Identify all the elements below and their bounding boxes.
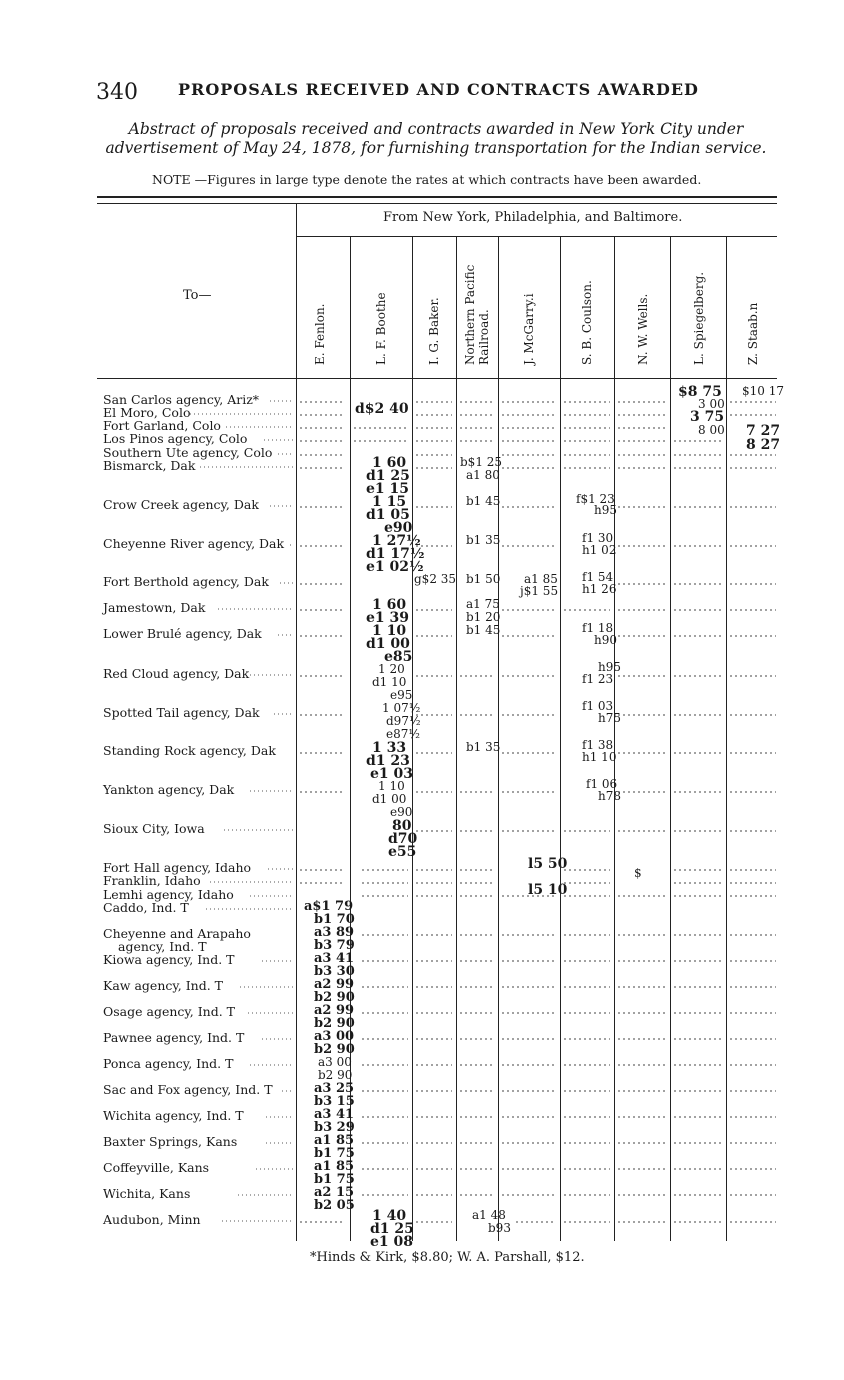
value-cell: d1 00 (366, 636, 410, 652)
value-cell: e90 (390, 805, 413, 819)
value-cell: l5 50 (528, 856, 568, 872)
row-label: Coffeyville, Kans (103, 1160, 210, 1175)
value-cell: f$1 23 (576, 492, 615, 506)
value-cell: a2 99 (314, 1003, 355, 1018)
value-cell: b3 29 (314, 1120, 355, 1135)
value-cell: a2 15 (314, 1185, 355, 1200)
row-label: Sioux City, Iowa (103, 821, 205, 836)
value-cell: d70 (388, 831, 418, 847)
page-number: 340 (96, 80, 138, 105)
value-cell: f1 30 (582, 531, 614, 545)
value-cell: e90 (384, 520, 413, 536)
value-cell: d97½ (386, 714, 421, 728)
row-label: Caddo, Ind. T (103, 900, 189, 915)
row-label: Jamestown, Dak (103, 600, 206, 615)
row-label: Crow Creek agency, Dak (103, 497, 259, 512)
value-cell: d1 05 (366, 507, 410, 523)
row-label: Fort Hall agency, Idaho (103, 860, 252, 875)
column-header-mcgarry: J. McGarry.i (522, 293, 536, 365)
value-cell: b1 75 (314, 1146, 355, 1161)
row-label: Standing Rock agency, Dak (103, 743, 276, 758)
value-cell: b3 15 (314, 1094, 355, 1109)
value-cell: 3 00 (698, 397, 725, 411)
value-cell: e1 15 (366, 481, 410, 497)
value-cell: 1 15 (372, 494, 407, 510)
value-cell: h95 (598, 660, 621, 674)
row-label: San Carlos agency, Ariz* (103, 392, 260, 407)
row-label: Fort Berthold agency, Dak (103, 574, 269, 589)
value-cell: 1 60 (372, 455, 407, 471)
column-header-spiegelberg: L. Spiegelberg. (692, 271, 706, 365)
row-label: Yankton agency, Dak (103, 782, 235, 797)
value-cell: l5 10 (528, 882, 568, 898)
value-cell: 1 40 (372, 1208, 407, 1224)
value-cell: $10 17 (742, 384, 784, 398)
value-cell: b2 05 (314, 1198, 355, 1213)
running-title: PROPOSALS RECEIVED AND CONTRACTS AWARDED (178, 80, 699, 99)
row-label: Wichita, Kans (103, 1186, 191, 1201)
value-cell: 80 (392, 818, 412, 834)
value-cell: b2 90 (314, 990, 355, 1005)
value-cell: d1 25 (370, 1221, 414, 1237)
row-label: Pawnee agency, Ind. T (103, 1030, 245, 1045)
value-cell: b1 50 (466, 572, 501, 586)
value-cell: 1 27½ (372, 533, 421, 549)
row-label: Sac and Fox agency, Ind. T (103, 1082, 273, 1097)
value-cell: f1 18 (582, 621, 614, 635)
value-cell: b2 90 (314, 1016, 355, 1031)
value-cell: 3 75 (690, 409, 725, 425)
value-cell: 1 10 (372, 623, 407, 639)
value-cell: d1 17½ (366, 546, 425, 562)
value-cell: b1 45 (466, 494, 501, 508)
value-cell: e95 (390, 688, 413, 702)
column-header-coulson: S. B. Coulson. (580, 280, 594, 365)
value-cell: a3 89 (314, 925, 355, 940)
value-cell: a3 41 (314, 951, 355, 966)
value-cell: b1 70 (314, 912, 355, 927)
value-cell: b1 35 (466, 533, 501, 547)
value-cell: d1 00 (372, 792, 407, 806)
value-cell: h1 02 (582, 543, 617, 557)
value-cell: a1 85 (524, 572, 558, 586)
value-cell: b2 90 (318, 1068, 353, 1082)
value-cell: e55 (388, 844, 417, 860)
value-cell: $ (634, 866, 642, 880)
value-cell: a1 48 (472, 1208, 506, 1222)
row-label: Red Cloud agency, Dak (103, 666, 250, 681)
value-cell: $8 75 (678, 384, 722, 400)
value-cell: a$1 79 (304, 899, 354, 914)
value-cell: b1 75 (314, 1172, 355, 1187)
value-cell: d1 10 (372, 675, 407, 689)
value-cell: 8 00 (698, 423, 725, 437)
value-cell: j$1 55 (520, 584, 559, 598)
value-cell: a1 80 (466, 468, 500, 482)
abstract-text: Abstract of proposals received and contracts awarded in New York City under advertisement of May 24, 1878, for furnishing transportation for the Indian service. (105, 120, 767, 157)
group-header: From New York, Philadelphia, and Baltimore. (383, 210, 683, 225)
column-header-boothe: L. F. Boothe (374, 292, 388, 365)
column-header-staab: Z. Staab.n (746, 302, 760, 365)
value-cell: a2 99 (314, 977, 355, 992)
value-cell: d1 23 (366, 753, 410, 769)
value-cell: a3 25 (314, 1081, 355, 1096)
row-label: Cheyenne and Arapaho (103, 926, 251, 941)
row-label: Kaw agency, Ind. T (103, 978, 223, 993)
row-label: Fort Garland, Colo (103, 418, 221, 433)
value-cell: a3 41 (314, 1107, 355, 1122)
value-cell: 7 27 (746, 423, 781, 439)
value-cell: g$2 35 (414, 572, 457, 586)
value-cell: e1 08 (370, 1234, 414, 1250)
value-cell: h1 10 (582, 750, 617, 764)
row-label: Kiowa agency, Ind. T (103, 952, 235, 967)
row-label: Lower Brulé agency, Dak (103, 626, 262, 641)
value-cell: d$2 40 (355, 401, 409, 417)
row-label: Bismarck, Dak (103, 458, 196, 473)
value-cell: f1 38 (582, 738, 614, 752)
value-cell: e85 (384, 649, 413, 665)
note-text: NOTE —Figures in large type denote the rates at which contracts have been awarded. (152, 172, 702, 187)
np-railroad-label: Northern Pacific Railroad. (463, 264, 491, 365)
column-header-baker: I. G. Baker. (427, 297, 441, 365)
value-cell: b1 45 (466, 623, 501, 637)
value-cell: b2 90 (314, 1042, 355, 1057)
row-label: Lemhi agency, Idaho (103, 887, 234, 902)
value-cell: b93 (488, 1221, 511, 1235)
value-cell: a1 85 (314, 1159, 355, 1174)
footnote: *Hinds & Kirk, $8.80; W. A. Parshall, $12. (310, 1250, 585, 1265)
value-cell: f1 06 (586, 777, 618, 791)
row-label: Osage agency, Ind. T (103, 1004, 236, 1019)
value-cell: b1 35 (466, 740, 501, 754)
row-label: Spotted Tail agency, Dak (103, 705, 260, 720)
row-label: agency, Ind. T (118, 939, 207, 954)
value-cell: e1 03 (370, 766, 414, 782)
value-cell: 1 20 (378, 662, 405, 676)
value-cell: e1 02½ (366, 559, 424, 575)
value-cell: h75 (598, 711, 621, 725)
value-cell: 8 27 (746, 437, 781, 453)
row-label: Cheyenne River agency, Dak (103, 536, 285, 551)
value-cell: a3 00 (318, 1055, 352, 1069)
value-cell: h90 (594, 633, 617, 647)
value-cell: 1 60 (372, 597, 407, 613)
column-header-wells: N. W. Wells. (636, 293, 650, 365)
stub-header: To— (183, 288, 212, 303)
row-label: Southern Ute agency, Colo (103, 445, 273, 460)
row-label: Wichita agency, Ind. T (103, 1108, 244, 1123)
value-cell: h78 (598, 789, 621, 803)
value-cell: e87½ (386, 727, 421, 741)
row-label: Ponca agency, Ind. T (103, 1056, 234, 1071)
value-cell: a1 85 (314, 1133, 355, 1148)
value-cell: b3 30 (314, 964, 355, 979)
value-cell: 1 10 (378, 779, 405, 793)
value-cell: b1 20 (466, 610, 501, 624)
value-cell: h1 26 (582, 582, 617, 596)
value-cell: b3 79 (314, 938, 355, 953)
row-label: Franklin, Idaho (103, 873, 201, 888)
value-cell: 1 07½ (382, 701, 421, 715)
value-cell: a1 75 (466, 597, 500, 611)
value-cell: f1 23 (582, 672, 614, 686)
value-cell: e1 39 (366, 610, 410, 626)
column-header-fenlon: E. Fenlon. (313, 303, 327, 365)
value-cell: d1 25 (366, 468, 410, 484)
value-cell: h95 (594, 503, 617, 517)
value-cell: a3 00 (314, 1029, 355, 1044)
value-cell: 1 33 (372, 740, 407, 756)
row-label: Audubon, Minn (103, 1212, 201, 1227)
row-label: El Moro, Colo (103, 405, 191, 420)
value-cell: f1 03 (582, 699, 614, 713)
row-label: Baxter Springs, Kans (103, 1134, 238, 1149)
value-cell: f1 54 (582, 570, 614, 584)
row-label: Los Pinos agency, Colo (103, 431, 248, 446)
value-cell: b$1 25 (460, 455, 503, 469)
